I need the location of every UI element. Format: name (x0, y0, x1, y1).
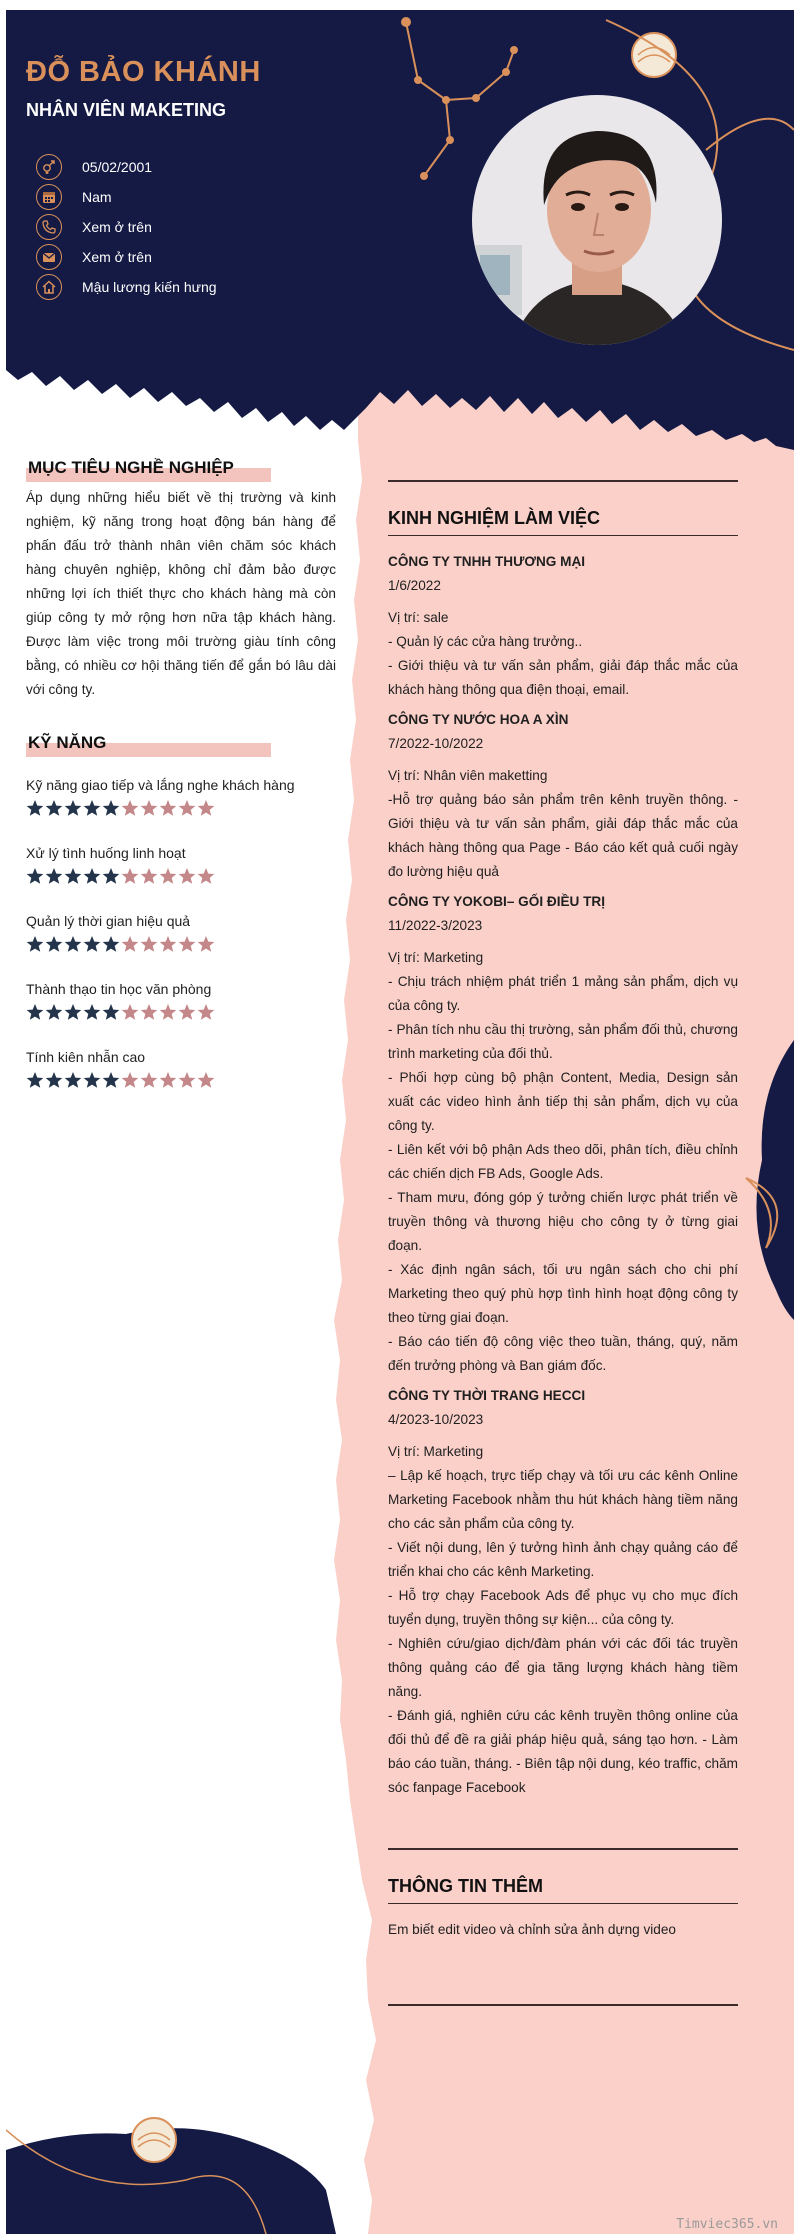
star-empty-icon (121, 935, 139, 953)
address-text: Mậu lương kiến hưng (82, 279, 217, 295)
job-duty: - Quản lý các cửa hàng trưởng.. (388, 634, 583, 649)
skills-list (26, 775, 346, 1115)
star-filled-icon (64, 799, 82, 817)
job-duty: – Lập kế hoạch, trực tiếp chạy và tối ưu các kênh Online Marketing Facebook nhằm thu hút khách hàng tiềm năng cho các sản phẩm của công ty. (388, 1468, 738, 1531)
star-empty-icon (140, 1071, 158, 1089)
job-period: 7/2022-10/2022 (388, 736, 484, 751)
gender-icon (36, 154, 62, 180)
star-filled-icon (102, 935, 120, 953)
star-filled-icon (26, 935, 44, 953)
info-row-gender (36, 182, 217, 212)
job-duty: - Phối hợp cùng bộ phận Content, Media, Design sản xuất các video hình ảnh tiếp thị sản phẩm, dịch vụ của công ty. (388, 1070, 738, 1133)
star-filled-icon (64, 1071, 82, 1089)
skill-name: Thành thạo tin học văn phòng (26, 981, 212, 997)
skill-item (26, 979, 346, 1047)
star-empty-icon (197, 1071, 215, 1089)
star-filled-icon (102, 799, 120, 817)
star-empty-icon (178, 799, 196, 817)
star-filled-icon (64, 1003, 82, 1021)
skills-title: KỸ NĂNG (28, 733, 107, 752)
star-filled-icon (45, 1071, 63, 1089)
company-name: CÔNG TY THỜI TRANG HECCI (388, 1388, 586, 1403)
star-filled-icon (83, 935, 101, 953)
personal-info (36, 152, 217, 302)
candidate-name: ĐỖ BẢO KHÁNH (26, 56, 261, 88)
skill-item (26, 775, 346, 843)
star-empty-icon (178, 1071, 196, 1089)
phone-icon (36, 214, 62, 240)
star-filled-icon (45, 935, 63, 953)
job-duty: - Báo cáo tiến độ công việc theo tuần, tháng, quý, năm đến trưởng phòng và Ban giám đốc. (388, 1334, 738, 1373)
divider (388, 2004, 738, 2006)
star-empty-icon (178, 867, 196, 885)
skill-name: Kỹ năng giao tiếp và lắng nghe khách hàng (26, 777, 295, 793)
star-empty-icon (178, 935, 196, 953)
star-empty-icon (159, 799, 177, 817)
star-filled-icon (83, 1003, 101, 1021)
job-period: 4/2023-10/2023 (388, 1412, 484, 1427)
birthdate-text: 05/02/2001 (82, 159, 153, 175)
star-filled-icon (102, 1071, 120, 1089)
email-text: Xem ở trên (82, 249, 152, 265)
job-position: Vị trí: Nhân viên maketting (388, 768, 548, 783)
star-filled-icon (45, 1003, 63, 1021)
job-duty: - Đánh giá, nghiên cứu các kênh truyền thông online của đối thủ để đề ra giải pháp hiệu quả, sáng tạo hơn. - Làm báo cáo tuần, tháng. - Biên tập nội dung, kéo traffic, chăm sóc fanpage Facebook (388, 1708, 738, 1795)
info-row-email (36, 242, 217, 272)
job-duty: - Liên kết với bộ phận Ads theo dõi, phân tích, điều chỉnh các chiến dịch FB Ads, Google Ads. (388, 1142, 738, 1181)
star-empty-icon (159, 1071, 177, 1089)
info-row-birthdate (36, 152, 217, 182)
job-duty: - Xác định ngân sách, tối ưu ngân sách cho chi phí Marketing theo quý phù hợp tình hình hoạt động công ty theo từng giai đoạn. (388, 1262, 738, 1325)
star-filled-icon (26, 867, 44, 885)
job-duty: - Viết nội dung, lên ý tưởng hình ảnh chạy quảng cáo để triển khai cho các kênh Marketing. (388, 1540, 738, 1579)
job-duty: - Nghiên cứu/giao dịch/đàm phán với các đối tác truyền thông quảng cáo để gia tăng lượng khách hàng tiềm năng. (388, 1636, 738, 1699)
star-filled-icon (26, 1071, 44, 1089)
divider (388, 1848, 738, 1850)
star-filled-icon (45, 867, 63, 885)
skill-rating (26, 867, 346, 885)
star-filled-icon (83, 867, 101, 885)
job-period: 1/6/2022 (388, 578, 441, 593)
star-empty-icon (178, 1003, 196, 1021)
info-row-phone (36, 212, 217, 242)
skill-rating (26, 799, 346, 817)
skill-name: Tính kiên nhẫn cao (26, 1049, 146, 1065)
mail-icon (36, 244, 62, 270)
star-empty-icon (140, 935, 158, 953)
star-empty-icon (121, 1071, 139, 1089)
star-empty-icon (159, 935, 177, 953)
job-position: Vị trí: Marketing (388, 950, 484, 965)
avatar (472, 95, 722, 345)
star-empty-icon (197, 867, 215, 885)
divider (388, 480, 738, 482)
divider (388, 1903, 738, 1905)
star-empty-icon (140, 799, 158, 817)
star-empty-icon (140, 867, 158, 885)
job-duty: - Tham mưu, đóng góp ý tưởng chiến lược phát triển về truyền thông và thương hiệu cho công ty ở từng giai đoạn. (388, 1190, 738, 1253)
experience-section (388, 480, 738, 2006)
star-filled-icon (64, 867, 82, 885)
star-filled-icon (102, 867, 120, 885)
job-duty: -Hỗ trợ quảng báo sản phẩm trên kênh truyền thông. - Giới thiệu và tư vấn sản phẩm, giải đáp thắc mắc của khách hàng thông qua Page - Báo cáo kết quả cuối ngày đo lường hiệu quả (388, 792, 738, 879)
star-filled-icon (26, 1003, 44, 1021)
star-filled-icon (26, 799, 44, 817)
objective-title: MỤC TIÊU NGHỀ NGHIỆP (28, 458, 234, 477)
job-duty: - Hỗ trợ chạy Facebook Ads để phục vụ cho mục đích tuyển dụng, truyền thông sự kiện... của công ty. (388, 1588, 738, 1627)
company-name: CÔNG TY NƯỚC HOA A XÌN (388, 712, 569, 727)
star-filled-icon (102, 1003, 120, 1021)
star-filled-icon (83, 799, 101, 817)
star-filled-icon (45, 799, 63, 817)
job-position: Vị trí: Marketing (388, 1444, 484, 1459)
skill-rating (26, 935, 346, 953)
job-duty: - Giới thiệu và tư vấn sản phẩm, giải đáp thắc mắc của khách hàng thông qua điện thoại, email. (388, 658, 738, 697)
job-duty: - Phân tích nhu cầu thị trường, sản phẩm đối thủ, chương trình marketing của đối thủ. (388, 1022, 738, 1061)
experience-title: KINH NGHIỆM LÀM VIỆC (388, 507, 601, 528)
job-entry (388, 1384, 738, 1800)
star-empty-icon (197, 799, 215, 817)
company-name: CÔNG TY YOKOBI– GỐI ĐIỀU TRỊ (388, 894, 606, 909)
job-duty: - Chịu trách nhiệm phát triển 1 mảng sản phẩm, dịch vụ của công ty. (388, 974, 738, 1013)
gender-text: Nam (82, 189, 112, 205)
skill-item (26, 1047, 346, 1115)
home-icon (36, 274, 62, 300)
skill-rating (26, 1003, 346, 1021)
star-filled-icon (64, 935, 82, 953)
info-row-address (36, 272, 217, 302)
skill-item (26, 911, 346, 979)
star-empty-icon (197, 1003, 215, 1021)
job-position: Vị trí: sale (388, 610, 449, 625)
additional-title: THÔNG TIN THÊM (388, 1875, 543, 1896)
star-empty-icon (159, 1003, 177, 1021)
job-entry (388, 708, 738, 884)
skill-name: Xử lý tình huống linh hoạt (26, 845, 186, 861)
company-name: CÔNG TY TNHH THƯƠNG MẠI (388, 554, 586, 569)
additional-text: Em biết edit video và chỉnh sửa ảnh dựng video (388, 1922, 676, 1937)
skill-item (26, 843, 346, 911)
star-filled-icon (83, 1071, 101, 1089)
calendar-icon (36, 184, 62, 210)
job-period: 11/2022-3/2023 (388, 918, 483, 933)
star-empty-icon (121, 799, 139, 817)
star-empty-icon (197, 935, 215, 953)
phone-text: Xem ở trên (82, 219, 152, 235)
star-empty-icon (159, 867, 177, 885)
skill-rating (26, 1071, 346, 1089)
resume-page (6, 10, 794, 2234)
star-empty-icon (121, 867, 139, 885)
objective-text: Áp dụng những hiểu biết về thị trường và kinh nghiệm, kỹ năng trong hoạt động bán hàng để phấn đấu trở thành nhân viên chăm sóc khách hàng chuyên nghiệp, không chỉ đảm bảo được những lợi ích thiết thực cho khách hàng mà còn giúp công ty mở rộng hơn nữa tập khách hàng. Được làm việc trong môi trường giàu tính công bằng, có nhiều cơ hội thăng tiến để gắn bó lâu dài với công ty. (26, 490, 336, 697)
job-entry (388, 550, 738, 702)
divider (388, 535, 738, 537)
job-entry (388, 890, 738, 1378)
job-title: NHÂN VIÊN MAKETING (26, 100, 227, 120)
star-empty-icon (140, 1003, 158, 1021)
watermark: Timviec365.vn (676, 2217, 778, 2232)
star-empty-icon (121, 1003, 139, 1021)
skill-name: Quản lý thời gian hiệu quả (26, 913, 191, 929)
